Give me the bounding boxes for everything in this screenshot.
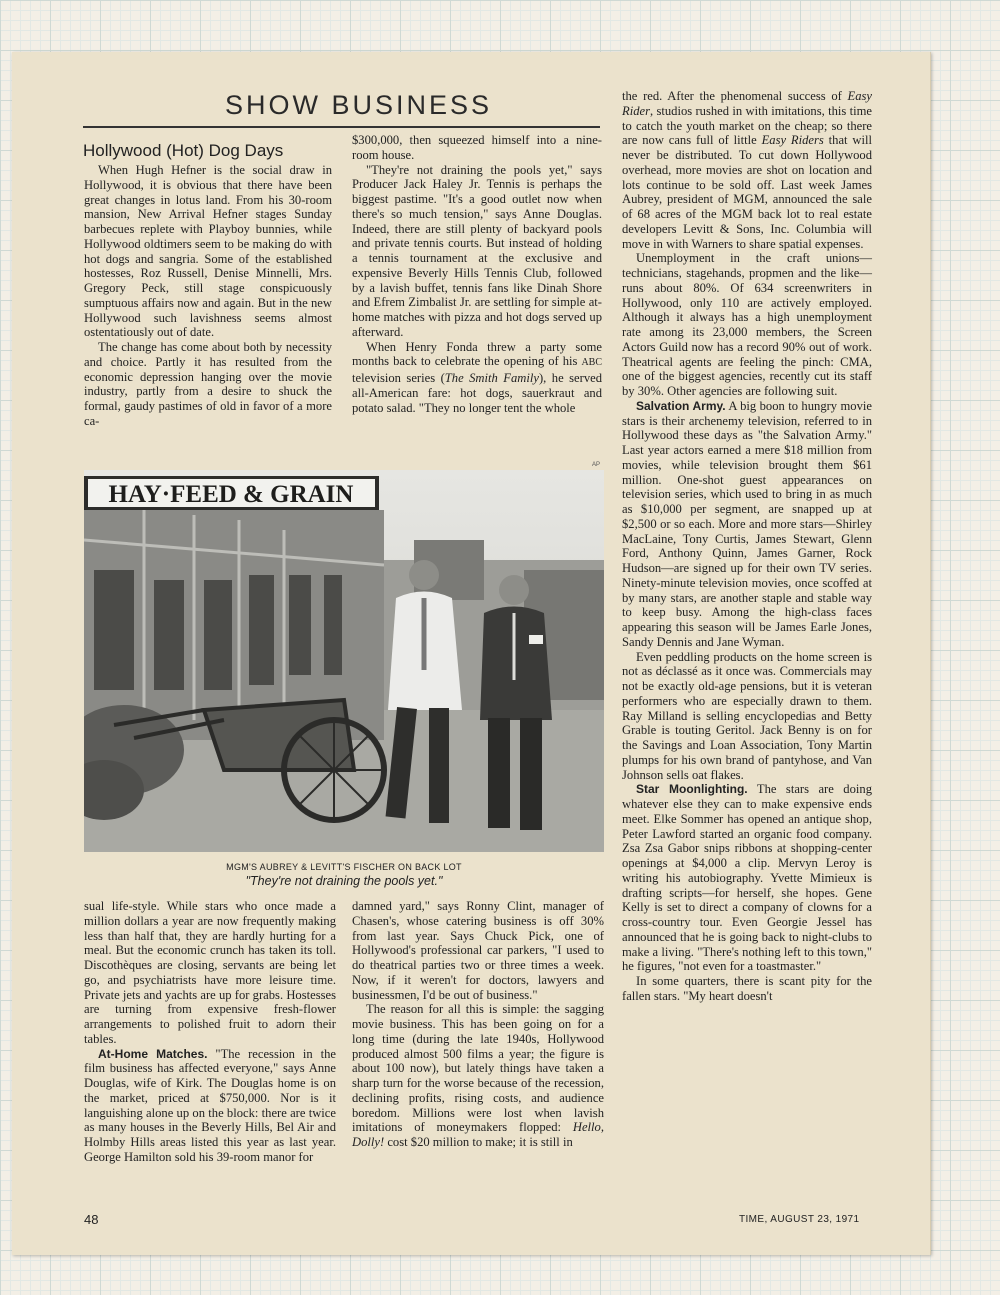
subhead-salvation-army: Salvation Army. <box>636 398 726 413</box>
photo-caption-title: MGM'S AUBREY & LEVITT'S FISCHER ON BACK LOT <box>226 862 462 872</box>
photo-credit: AP <box>592 462 601 468</box>
paragraph: "They're not draining the pools yet," says Producer Jack Haley Jr. Tennis is perhaps the biggest pastime. "It's a good outlet now when there's so much tension," says Anne Douglas. Indeed, there are still plenty of backyard pools and private tennis courts. But instead of holding a tennis tournament at the exclusive and expensive Beverly Hills Tennis Club, followed by a lavish buffet, tennis fans like Dinah Shore and Efrem Zimbalist Jr. are settling for simple at-home matches with pizza and hot dogs served up afterward. <box>352 162 602 339</box>
paragraph: At-Home Matches. "The recession in the film business has affected everyone," says Anne Douglas, wife of Kirk. The Douglas home is on the market, priced at $750,000. Nor is it languishing alone up on the block: there are twice as many houses in the Beverly Hills, Bel Air and Holmby Hills areas listed this year as last year. George Hamilton sold his 39-room manor for <box>84 1046 336 1164</box>
paragraph: Unemployment in the craft unions—technicians, stagehands, propmen and the like—runs about 80%. Of 634 screenwriters in Hollywood, only 110 are actively employed. Although it always has a high unemployment rate among its 23,000 members, the Screen Actors Guild now has a record 90% out of work. Theatrical agents are feeling the pinch: CMA, one of the biggest agencies, recently cut its staff by 30%. Other agencies are following suit. <box>622 251 872 398</box>
page-number: 48 <box>84 1212 99 1227</box>
paragraph: The reason for all this is simple: the sagging movie business. This has been going on for a long time (during the late 1940s, Hollywood produced almost 500 films a year; the figure is about 100 now), but lately things have taken a sharp turn for the worse because of the recession, declining profits, rising costs, and audience boredom. Millions were lost when lavish imitations of moneymakers flopped: Hello, Dolly! cost $20 million to make; it is still in <box>352 1002 604 1149</box>
issue-dateline: TIME, AUGUST 23, 1971 <box>739 1214 860 1225</box>
paragraph: The change has come about both by necessity and choice. Partly it has resulted from the economic depression hanging over the movie industry, partly from a desire to shuck the formal, gaudy pastimes of old in favor of a more ca- <box>84 340 332 428</box>
column-2-top <box>352 133 602 415</box>
paragraph: the red. After the phenomenal success of Easy Rider, studios rushed in with imitations, this time to catch the youth market on the cheap; so there are now cans full of little Easy Riders that will never be distributed. To cut down Hollywood overhead, more movies are shot on location and lots continue to be sold off. Last week James Aubrey, president of MGM, announced the sale of 68 acres of the MGM back lot to real estate developers Levitt & Sons, Inc. Columbia will move in with Warners to share spatial expenses. <box>622 89 872 251</box>
paragraph: Even peddling products on the home screen is not as déclassé as it once was. Commercials may not be exactly old-age pensions, but it is veteran performers who are especially drawn to them. Ray Milland is selling encyclopedias and Betty Grable is touting Geritol. Jack Benny is on for the Savings and Loan Association, Tony Martin plumps for his own brand of pantyhose, and Van Johnson sells oat flakes. <box>622 649 872 782</box>
subhead-at-home-matches: At-Home Matches. <box>98 1046 208 1061</box>
subhead-star-moonlighting: Star Moonlighting. <box>636 782 748 797</box>
paragraph: Salvation Army. A big boon to hungry movie stars is their archenemy television, referred to in Hollywood these days as "the Salvation Army." Last year actors earned a mere $18 million from movies, while television brought them $61 million. One-shot guest appearances on television series, which used to bring in as much as $10,000 per segment, are snapped up at $2,500 or so each. More and more stars—Shirley MacLaine, Tony Curtis, James Stewart, Glenn Ford, Anthony Quinn, James Garner, Rock Hudson—are signed up for their own TV series. Ninety-minute television movies, once scoffed at by many stars, are another staple and stable way to keep busy. Among the high-class faces appearing this season will be James Earle Jones, Sandy Dennis and Jane Wyman. <box>622 398 872 649</box>
article-headline: Hollywood (Hot) Dog Days <box>83 141 284 160</box>
paragraph: sual life-style. While stars who once made a million dollars a year are now frequently making less than half that, they are hardly hurting for a meal. But the economic crunch has taken its toll. Discothèques are closing, servants are being let go, and psychiatrists have more leisure time. Private jets and yachts are up for grabs. Hostesses are turning from expensive fresh-flower arrangements to polished fruit to adorn their tables. <box>84 899 336 1046</box>
column-2-bottom <box>352 899 604 1150</box>
heading-rule <box>83 126 600 128</box>
paragraph: When Hugh Hefner is the social draw in Hollywood, it is obvious that there have been great changes in lotus land. From his 30-room mansion, New Arrival Hefner stages Sunday barbecues replete with Playboy bunnies, while Hollywood oldtimers seem to be making do with hot dogs and sangria. Some of the established hostesses, Roz Russell, Denise Minnelli, Mrs. Gregory Peck, still stage conspicuously sumptuous affairs now and again. But in the new Hollywood such lavishness seems almost ostentatiously out of date. <box>84 163 332 340</box>
section-heading: SHOW BUSINESS <box>225 90 493 120</box>
hay-feed-grain-sign: HAY·FEED & GRAIN <box>108 481 354 508</box>
photo-back-lot <box>84 470 604 852</box>
paragraph: In some quarters, there is scant pity for the fallen stars. "My heart doesn't <box>622 974 872 1003</box>
paragraph: damned yard," says Ronny Clint, manager of Chasen's, whose catering business is off 30% from last year. Says Chuck Pick, one of Hollywood's professional car parkers, "I used to do theatrical parties two or three times a week. Now, if it weren't for doctors, lawyers and businessmen, I'd be out of business." <box>352 899 604 1002</box>
paragraph: When Henry Fonda threw a party some months back to celebrate the opening of his ABC television series (The Smith Family), he served all-American fare: hot dogs, sauerkraut and potato salad. "They no longer tent the whole <box>352 339 602 415</box>
paragraph: $300,000, then squeezed himself into a nine-room house. <box>352 133 602 162</box>
column-1-bottom <box>84 899 336 1165</box>
back-lot-photo-illustration <box>84 470 604 852</box>
column-3 <box>622 89 872 1004</box>
paragraph: Star Moonlighting. The stars are doing whatever else they can to make expensive ends meet. Elke Sommer has opened an antique shop, Peter Lawford started an organic food company. Zsa Zsa Gabor snips ribbons at shopping-center openings at $4,000 a clip. Mervyn Leroy is writing his autobiography. Yvette Mimieux is drafting scripts—for herself, she hopes. Gene Kelly is set to direct a company of clowns for a cross-country tour. Even Georgie Jessel has announced that he is going back to night-clubs to make a living. "There's nothing left to this town," he figures, "not even for a toastmaster." <box>622 782 872 974</box>
photo-caption-quote: "They're not draining the pools yet." <box>245 874 443 888</box>
column-1-top <box>84 163 332 429</box>
